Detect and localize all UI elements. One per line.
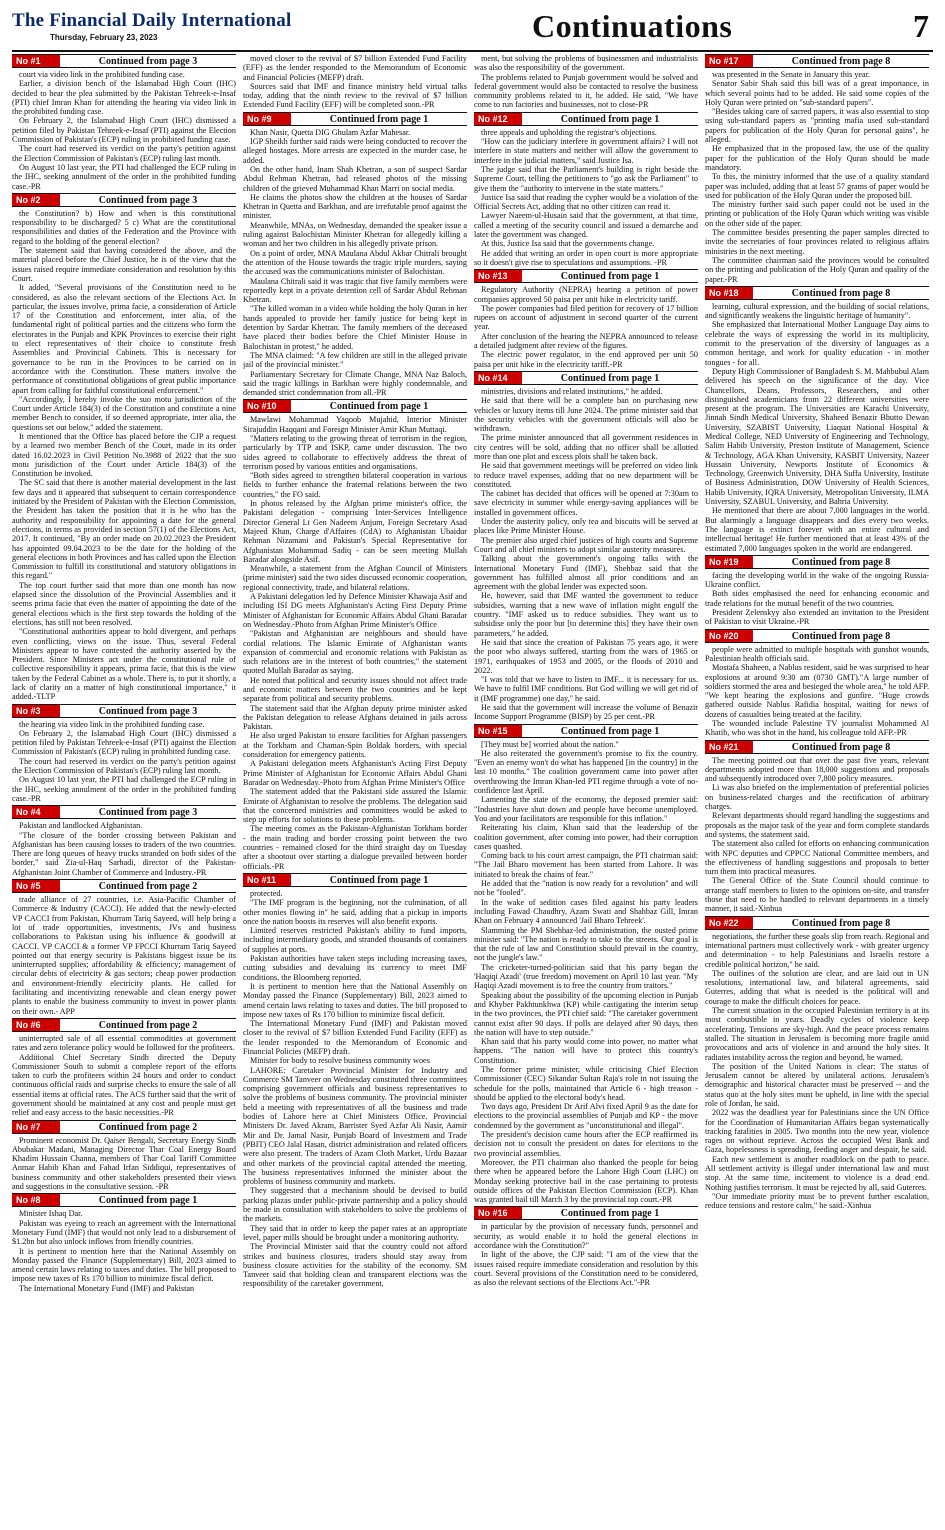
continued-from-heading: Continued from page 1 — [98, 1195, 198, 1207]
article-paragraph: The electric power regulator, in the end approved per unit 50 paisa per unit hike in the electricity tariff.-PR — [474, 350, 698, 369]
article-paragraph: The power companies had filed petition for recovery of 17 billion rupees on account of adjustment in second quarter of the current year. — [474, 303, 698, 332]
article-paragraph: The meeting comes as the Pakistan-Afghanistan Torkham border - the main trading and border crossing point between the two countries - remained closed for the third straight day on Tuesday after a shootout over starting a dialogue prevailed between border officials.-PR — [243, 824, 467, 871]
article-paragraph: On February 2, the Islamabad High Court (IHC) dismissed a petition filed by Pakistan Tehreek-e-Insaf (PTI) against the Election Commission of Pakistan's (ECP) ruling in prohibited funding case. — [12, 116, 236, 145]
continued-from-heading: Continued from page 1 — [560, 113, 660, 125]
article-paragraph: The court had reserved its verdict on the party's petition against the Election Commission of Pakistan's (ECP) ruling last month. — [12, 756, 236, 776]
article-paragraph: was presented in the Senate in January this year. — [712, 70, 871, 79]
article-paragraph: A Pakistani delegation meets Afghanistan's Acting First Deputy Prime Minister of Afghanistan for Economic Affairs Abdul Ghani Baradar on Wednesday.-Photo from Afghan Prime Minister's Office — [243, 759, 467, 787]
article-paragraph: He said that since the creation of Pakistan 75 years ago, it were the poor who always suffered, starting from the wars of 1965 or 1971, earthquakes of 1953 and 2005, or the floods of 2010 and 2022. — [474, 637, 698, 675]
article-paragraph: She emphasized that International Mother Language Day aims to celebrate the ways of expressing the world in its multiplicity, commit to the preservation of the diversity of languages as a common heritage, and work for quality education - in mother tongues - for all. — [705, 320, 929, 367]
article-paragraph: President Zelenskyy also extended an invitation to the President of Pakistan to visit Ukraine.-PR — [705, 608, 929, 627]
continued-article — [474, 269, 698, 369]
article-paragraph: The SC said that there is another material development in the last few days and it appeared that subsequent to certain correspondence initiated by the President of Pakistan with the Election Commission, the President has taken the position that it is he who has the authority and responsibility for appointing a date for the general elections, in terms as provided in section 57(1) of the Elections Act, 2017. It continued, "By an order made on 20.02.2023 the President has appointed 09.04.2023 to be the date for the holding of the general elections in both Provinces and has called upon the Election Commission to fulfill its constitutional and statutory obligations in this regard." — [12, 478, 236, 581]
article-paragraph: Mostafa Shaheen, a Nablus resident, said he was surprised to hear explosions at around 9:30 am (0730 GMT)."A large number of soldiers stormed the area and besieged the whole area," he told AFP. "We kept hearing the explosions and gunfire. "Huge crowds gathered outside Nablus Rafidia hospital, waiting for news of dozens of casualties being treated at the facility. — [705, 663, 929, 719]
article-paragraph: Coming back to his court arrest campaign, the PTI chairman said: "The Jail Bharo movement has been started from Lahore. It was initiated to break the chains of fear." — [474, 851, 698, 879]
article-number-tag: No #8 — [12, 1194, 60, 1206]
article-number-tag: No #5 — [12, 880, 60, 892]
continued-article — [12, 193, 236, 702]
section-title: Continuations — [532, 8, 733, 44]
article-paragraph: Each new settlement is another roadblock on the path to peace. All settlement activity is illegal under international law and must stop. At the same time, incitement to violence is a dead end. Nothing justifies terrorism. It must be rejected by all, said Guterres. — [705, 1154, 929, 1192]
article-paragraph: 2022 was the deadliest year for Palestinians since the UN Office for the Coordination of Humanitarian Affairs began systematically tracking fatalities in 2005. Two months into the new year, violence rages on without reprieve. Across the occupied West Bank and Gaza, hopelessness is spreading, feeding anger and despair, he said. — [705, 1108, 929, 1155]
article-paragraph: They suggested that a mechanism should be devised to build parking plazas under public-private partnership and a policy should be made in consultation with stakeholders to solve the problems of the markets. — [243, 1186, 467, 1224]
continued-article — [243, 54, 467, 110]
article-number-tag: No #20 — [705, 630, 753, 642]
continued-from-heading: Continued from page 2 — [98, 881, 198, 893]
article-paragraph: Li was also briefed on the implementation of preferential policies on business-related charges and the rectification of arbitrary charges. — [705, 783, 929, 812]
article-paragraph: court via video link in the prohibited funding case. — [19, 70, 185, 79]
article-paragraph: To this, the ministry informed that the use of a quality standard paper was included, adding that at least 57 grams of paper would be used for publication of the Holy Quran under the proposed bill. — [705, 172, 929, 200]
article-paragraph: In the wake of sedition cases filed against his party leaders including Fawad Chaudhry, Azam Swati and Shahbaz Gill, Imran Khan on February 4 announced 'Jail Bharo Tehreek'. — [474, 897, 698, 926]
article-number-tag: No #6 — [12, 1019, 60, 1031]
article-number-tag: No #16 — [474, 1207, 522, 1219]
article-header — [12, 193, 236, 207]
article-paragraph: The cricketer-turned-politician said that his party began the 'Haqiqi Azadi' (true freedom) movement on April 10 last year. "My Haqiqi Azadi movement is to free the country from traitors." — [474, 962, 698, 991]
article-paragraph: The premier also urged chief justices of high courts and Supreme Court and all chief ministers to adopt similar austerity measures. — [474, 535, 698, 554]
article-paragraph: Earlier, a division bench of the Islamabad High Court (IHC) decided to hear the plea submitted by the Pakistan Tehreek-e-Insaf (PTI) chief Imran Khan for attending the hearing via video link in the prohibited funding case. — [12, 79, 236, 117]
article-paragraph: The General Office of the State Council should continue to arrange staff members to listen to the opinions on-site, and transfer those that need to be handled to relevant departments in a timely manner, it said.-Xinhua — [705, 876, 929, 914]
article-paragraph: A Pakistani delegation led by Defence Minister Khawaja Asif and including ISI DG meets Afghanistan's Acting First Deputy Prime Minister of Afghanistan for Economic Affairs Abdul Ghani Baradar on Wednesday.-Photo from Afghan Prime Minister's Office — [243, 592, 467, 629]
continued-article — [474, 112, 698, 267]
article-paragraph: Pakistan was eyeing to reach an agreement with the International Monetary Fund (IMF) that would not only lead to a disbursement of $1.2bn but also unlock inflows from friendly countries. — [12, 1218, 236, 1247]
article-paragraph: "Our immediate priority must be to prevent further escalation, reduce tensions and restore calm," he said.-Xinhua — [705, 1191, 929, 1211]
continued-from-heading: Continued from page 3 — [98, 194, 198, 206]
continued-from-heading: Continued from page 8 — [791, 287, 891, 299]
article-paragraph: He said that there will be a complete ban on purchasing new vehicles or luxury items till June 2024. The prime minister said that the security vehicles with the government officials will also be withdrawn. — [474, 396, 698, 434]
article-paragraph: The statement said that the Afghan deputy prime minister asked the Pakistan delegation to release Afghans detained in jails across Pakistan. — [243, 703, 467, 732]
article-paragraph: "I was told that we have to listen to IMF... it is necessary for us. We have to fulfil IMF conditions. But God willing we will get rid of it (IMF programme) one day," he said. — [474, 675, 698, 703]
article-paragraph: He mentioned that there are about 7,000 languages in the world. But alarmingly a language disappears and dies every two weeks. The language is extinct forever with an entire cultural and intellectual heritage! He further mentioned that at least 43% of the estimated 7,000 languages spoken in the world are endangered. — [705, 506, 929, 553]
article-paragraph: The committee chairman said the provinces would be consulted on the printing and publication of the Holy Quran and quality of the paper.-PR — [705, 255, 929, 284]
article-paragraph: Justice Isa said that reading the cypher would be a violation of the Official Secrets Act, adding that no other citizen can read it. — [474, 192, 698, 212]
article-header — [12, 704, 236, 718]
article-paragraph: It mentioned that the Office has placed before the CJP a request by a learned two member Bench of the Court, made in its order dated 16.02.2023 in Civil Petition No.3988 of 2022 that the suo motu jurisdiction of the Court under Article 184(3) of the Constitution be invoked. — [12, 431, 236, 479]
article-paragraph: protected. — [250, 888, 283, 898]
article-paragraph: Khan Nasir, Quetta DIG Ghulam Azfar Mahesar. — [250, 127, 411, 137]
continued-from-heading: Continued from page 1 — [560, 372, 660, 384]
article-paragraph: The problems related to Punjab government would be solved and federal government would also be contacted to resolve the business community problems related to it, he added. He said, "We have come to run factories and businesses, not to close-PR — [474, 72, 698, 110]
article-paragraph: "Pakistan and Afghanistan are neighbours and should have cordial relations. The Islamic Emirate of Afghanistan wants expansion of commercial and economic relations with Pakistan as such relations are in the interest of both countries," the statement quoted Mullah Baradar as saying. — [243, 629, 467, 676]
article-paragraph: "Constitutional authorities appear to hold divergent, and perhaps even conflicting, views on the issue. Thus, several Federal Ministers appear to have contested the authority asserted by the President. Since Ministers act under the constitutional rule of collective responsibility it appears, prima facie, that this is the view taken by the Federal Cabinet as a whole. There is, to put it shortly, a lack of clarity on a matter of high constitutional importance," it added.-TLTP — [12, 627, 236, 702]
article-paragraph: At this, Justice Isa said that the governments change. — [481, 239, 655, 249]
continued-article — [12, 1120, 236, 1192]
continued-article — [705, 740, 929, 914]
column-2 — [243, 54, 467, 1524]
article-paragraph: the Constitution? b) How and when is this constitutional responsibility to be discharged? 5 c) What are the constitutional responsibilities and duties of the Federation and the Province with regard to the holding of the general election? — [12, 208, 236, 246]
article-header — [474, 112, 698, 126]
continued-article — [12, 704, 236, 804]
article-header — [705, 916, 929, 930]
article-paragraph: Deputy High Commissioner of Bangladesh S. M. Mahbubul Alam delivered his speech on the significance of the day. Vice Chancellors, Deans, Professors, Researchers, and other distinguished academicians from 22 different universities were present at the program. The Universities are Karachi University, Jinnah Sindh Medical University, Shaheed Benazir Bhutto Dewan University, SZABIST University, Liaquat National Hospital & Medical College, NED University of Engineering and Technology, Salim Habib University, Preston Institute of Management, Science & Technology, AGA Khan University, KASBIT University, Nazeer Hussain University, Newports Institute of Economics & Technology, Greenwich University, DHA Suffa University, Institute of Business Administration, DOW University of Health Sciences, Habib University, IQRA University, Metropolitan University, ILMA University, SZABUL University, and Bahria University. — [705, 366, 929, 507]
article-paragraph: three appeals and upholding the registrar's objections. — [481, 127, 657, 137]
article-header — [12, 805, 236, 819]
continued-from-heading: Continued from page 1 — [329, 874, 429, 886]
article-paragraph: "Matters relating to the growing threat of terrorism in the region, particularly by TTP and ISKP, came under discussion. The two sides agreed to collaborate to effectively address the threat of terrorism posed by various entities and organisations. — [243, 433, 467, 471]
continued-from-heading: Continued from page 1 — [560, 725, 660, 737]
article-paragraph: The judge said that the Parliament's building is right beside the Supreme Court, telling the petitioners to "go ask the Parliament" to give them the "authority to intervene in the state matters." — [474, 164, 698, 193]
article-paragraph: The outlines of the solution are clear, and are laid out in UN resolutions, international law, and bilateral agreements, said Guterres, adding that what is needed is the political will and courage to make the difficult choices for peace. — [705, 968, 929, 1006]
newspaper-name: The Financial Daily International — [12, 10, 292, 31]
column-3 — [474, 54, 698, 1524]
article-paragraph: facing the developing world in the wake of the ongoing Russia-Ukraine conflict. — [705, 570, 929, 590]
continued-article — [705, 916, 929, 1211]
article-number-tag: No #13 — [474, 270, 522, 282]
article-paragraph: He also urged Pakistan to ensure facilities for Afghan passengers at the Torkham and Chaman-Spin Boldak borders, with special consideration for emergency patients. — [243, 731, 467, 760]
article-paragraph: It is pertinent to mention here that the National Assembly on Monday passed the Finance (Supplementary) Bill, 2023 aimed to amend certain laws relating to taxes and duties. The bill proposed to impose new taxes of Rs 170 billion to minimize fiscal deficit. — [243, 981, 467, 1019]
article-paragraph: The International Monetary Fund (IMF) and Pakistan — [19, 1283, 195, 1293]
article-paragraph: Meanwhile, a statement from the Afghan Council of Ministers (prime minister) said the two sides discussed economic cooperation, regional connectivity, trade, and bilateral relations. — [243, 564, 467, 592]
article-paragraph: Two days ago, President Dr Arif Alvi fixed April 9 as the date for elections to the provincial assemblies of Punjab and KP - the move condemned by the government as "unconstitutional and illegal". — [474, 1102, 698, 1130]
article-paragraph: On the other hand, Inam Shah Khetran, a son of suspect Sardar Abdul Rehman Khetran, had released photos of the missing children of the grieved Muhammad Khan Marri on social media. — [243, 164, 467, 193]
continued-from-heading: Continued from page 2 — [98, 1121, 198, 1133]
continued-from-heading: Continued from page 2 — [98, 1019, 198, 1031]
continued-article — [705, 286, 929, 553]
article-paragraph: moved closer to the revival of $7 billion Extended Fund Facility (EFF) as the lender responded to the Memorandum of Economic and Financial Policies (MEFP) draft. — [243, 54, 467, 82]
article-paragraph: uninterrupted sale of all essential commodities at government rates and zero tolerance policy would be followed for the profiteers. — [12, 1033, 236, 1053]
column-1 — [12, 54, 236, 1524]
article-paragraph: They said that in order to keep the paper rates at an appropriate level, paper mills should be brought under a monitoring authority. — [243, 1223, 467, 1242]
continued-article — [474, 54, 698, 110]
continued-from-heading: Continued from page 1 — [329, 401, 429, 413]
continued-article — [12, 1018, 236, 1118]
continued-article — [705, 54, 929, 284]
article-paragraph: Senator Sabir Shah said this bill was of a great importance, in which several points had to be added. He said some copies of the Holy Quran were printed on "sub-standard papers". — [705, 79, 929, 107]
article-number-tag: No #2 — [12, 194, 60, 206]
article-paragraph: Pakistan and landlocked Afghanistan. — [19, 821, 143, 831]
article-header — [243, 873, 467, 887]
article-paragraph: The Provincial Minister said that the country could not afford strikes and business closures, traders should stay away from business closure activities for the stability of the economy. SM Tanveer said that holding clean and transparent elections was the responsibility of the caretaker government, — [243, 1242, 467, 1289]
publication-date: Thursday, February 23, 2023 — [50, 33, 158, 42]
article-paragraph: He, however, said that IMF wanted the government to reduce subsidies, warning that a new wave of inflation might engulf the country. "IMF asked us to reduce subsidies. They want us to subsidise only the poor but [to determine this] they have their own parameters," he added. — [474, 591, 698, 638]
article-paragraph: The current situation in the occupied Palestinian territory is at its most combustible in years. Deadly cycles of violence keep accelerating. Tensions are sky-high. And the peace process remains stalled. The situation in Jerusalem is becoming more fragile amid provocations and acts of violence in and around the holy sites. It radiates instability across the region and beyond, he warned. — [705, 1006, 929, 1062]
article-paragraph: in particular by the provision of necessary funds, personnel and security, as would enable it to hold the general elections in accordance with the Constitution?" — [474, 1222, 698, 1251]
article-paragraph: He emphasized that in the proposed law, the use of the quality paper for the publication of the Holy Quran should be made mandatory. — [705, 144, 929, 172]
column-4 — [705, 54, 929, 1524]
article-paragraph: The statement added that the Pakistani side assured the Islamic Emirate of Afghanistan to resolve the problems. The delegation said that the concerned ministries and committees would be asked to step up efforts for solutions to these problems. — [243, 787, 467, 825]
continued-from-heading: Continued from page 8 — [791, 741, 891, 753]
article-paragraph: Lamenting the state of the economy, the deposed premier said: "Industries have shut down and people have become unemployed. You and your facilitators are responsible for this inflation." — [474, 795, 698, 823]
article-paragraph: On February 2, the Islamabad High Court (IHC) dismissed a petition filed by Pakistan Tehreek-e-Insaf (PTI) against the Election Commission of Pakistan's (ECP) ruling in prohibited funding case. — [12, 728, 236, 757]
article-paragraph: negotiations, the further these goals slip from reach. Regional and international partners must collectively work - with greater urgency and determination - to help Palestinians and Israelis restore a credible political horizon," he said. — [705, 931, 929, 969]
article-paragraph: Regulatory Authority (NEPRA) hearing a petition of power companies approved 50 paisa per unit hike in electricity tariff. — [474, 285, 698, 304]
article-paragraph: Minister for body to resolve business community woes — [250, 1056, 430, 1066]
article-number-tag: No #1 — [12, 55, 60, 67]
continued-article — [12, 879, 236, 1016]
continued-from-heading: Continued from page 1 — [329, 113, 429, 125]
article-paragraph: LAHORE: Caretaker Provincial Minister for Industry and Commerce SM Tanveer on Wednesday constituted three committees comprising government officials and business representatives to solve the problems of business community. The provincial minister held a meeting with representatives of all the business and trade bodies of Lahore here at Chief Ministers Office. Provincial Ministers Dr. Javed Akram, Barrister Syed Azfar Ali Nasir, Aamir Mir and Dr. Jamal Nasir, Punjab Board of Investment and Trade (PBIT) CEO Jalal Hasan, district administration and related officers were also present. The traders of Azam Cloth Market, Urdu Bazaar and other markets of the provincial capital attended the meeting. The business representatives informed the minister about the problems of business community and markets. — [243, 1065, 467, 1187]
article-paragraph: Relevant departments should regard handling the suggestions and proposals as the major task of the year and form complete standards and systems, the statement said. — [705, 811, 929, 839]
article-number-tag: No #3 — [12, 705, 60, 717]
article-paragraph: Additional Chief Secretary Sindh directed the Deputy Commissioner South to submit a complete report of the efforts taken to curb the profiteers within 24 hours and order to conduct continuous official raids and surprise checks to ensure the sale of all essential items at official rates. The ACS further said that the writ of government should be maintained at any cost and people must get relief and easy access to the basic necessities.-PR — [12, 1052, 236, 1118]
article-paragraph: Limited reserves restricted Pakistan's ability to fund imports, including intermediary goods, and stranded thousands of containers of supplies at ports. — [243, 926, 467, 954]
article-header — [474, 724, 698, 738]
article-paragraph: Sources said that IMF and finance ministry held virtual talks today, adding that the ninth review to the revival of $7 billion Extended Fund Facility (EFF) will be completed soon.-PR — [243, 81, 467, 110]
continued-from-heading: Continued from page 8 — [791, 56, 891, 67]
article-number-tag: No #15 — [474, 725, 522, 737]
article-paragraph: "The IMF program is the beginning, not the culmination, of all other monies flowing in" he said, adding that a pickup in imports once the nation boosts its reserves will also benefit exports. — [243, 898, 467, 926]
continued-from-heading: Continued from page 8 — [791, 917, 891, 929]
article-paragraph: Maulana Chitrali said it was tragic that five family members were reportedly kept in a private detention cell of Sardar Abdul Rehman Khetran. — [243, 276, 467, 305]
article-paragraph: Lawyer Naeem-ul-Husain said that the government, at that time, called a meeting of the security council and issued a demarche and later the government was changed. — [474, 211, 698, 240]
article-number-tag: No #9 — [243, 113, 291, 125]
article-paragraph: Reiterating his claim, Khan said that the leadership of the coalition government, after coming into power, had their corruption cases quashed. — [474, 823, 698, 851]
article-paragraph: Speaking about the possibility of the upcoming election in Punjab and Khyber Pakhtunkhwa (KP) while castigating the interim setup in the two provinces, the PTI chief said: "The caretaker government cannot exist after 90 days. If polls are delayed after 90 days, then the nation will have to step outside." — [474, 990, 698, 1037]
article-paragraph: Talking about the government's ongoing talks with the International Monetary Fund (IMF), Shehbaz said that the government has fulfilled almost all prior conditions and an agreement with the global lender was expected soon. — [474, 554, 698, 592]
article-paragraph: The committee besides presenting the paper samples directed to invite the secretaries of four provinces related to religious affairs ministries in the next meeting. — [705, 228, 929, 256]
article-paragraph: After conclusion of the hearing the NEPRA announced to release a detailed judgment after review of the figures. — [474, 331, 698, 351]
article-paragraph: The statement said that having considered the above, and the material placed before the Chief Justice, he is of the view that the issues raised require immediate consideration and resolution by this Court. — [12, 246, 236, 283]
page-number: 7 — [913, 8, 929, 44]
continued-article — [474, 724, 698, 1205]
article-number-tag: No #12 — [474, 113, 522, 125]
article-header — [12, 1018, 236, 1032]
article-header — [474, 371, 698, 385]
article-paragraph: ministries, divisions and related institutions," he added. — [481, 386, 663, 396]
article-number-tag: No #19 — [705, 556, 753, 568]
article-paragraph: The ministry further said such paper could not be used in the printing or publication of the Holy Quran which writing was visible on the other side of the paper. — [705, 200, 929, 228]
article-paragraph: "The killed woman in a video while holding the holy Quran in her hands appealed to provide her family justice for being kept in detention by Sardar Khetran. The family members of the deceased have placed their bodies before the Chief Minister House in Balochistan in protest," he added. — [243, 304, 467, 351]
article-header — [243, 399, 467, 413]
article-columns — [12, 54, 933, 1524]
article-paragraph: He noted that political and security issues should not affect trade and economic matters between the two countries and be kept separate from political and security problems. — [243, 675, 467, 704]
article-paragraph: The top court further said that more than one month has now elapsed since the dissolution of the Provincial Assemblies and it seems prima facie that even the matter of appointing the date of the general elections which is the first step towards the holding of the elections, has still not been resolved. — [12, 580, 236, 627]
continued-article — [705, 555, 929, 627]
article-paragraph: The meeting pointed out that over the past five years, relevant departments adopted more than 18,000 suggestions and proposals and subsequently introduced over 7,800 policy measures. — [705, 755, 929, 784]
continued-from-heading: Continued from page 3 — [98, 56, 198, 67]
article-paragraph: the hearing via video link in the prohibited funding case. — [19, 719, 205, 729]
article-paragraph: Khan said that his party would come into power, no matter what happens. "The nation will have to protect this country's Constitution. — [474, 1037, 698, 1065]
article-paragraph: Mawlawi Mohammad Yaqoob Mujahid, Interior Minister Sirajuddin Haqqani and Foreign Minister Amir Khan Muttaqi. — [243, 415, 467, 434]
continued-article — [243, 112, 467, 398]
article-paragraph: On a point of order, MNA Maulana Abdul Akbar Chitrali brought the attention of the House towards the tragic triple murders, saying the accused was the communications minister of Balochistan. — [243, 248, 467, 277]
article-paragraph: Moreover, the PTI chairman also thanked the people for being there when he appeared before the Lahore High Court (LHC) on Monday seeking protective bail in the case pertaining to protests outside offices of the Pakistan Election Commission (ECP). Khan was granted bail till March 3 by the provincial top court.-PR — [474, 1157, 698, 1205]
continued-from-heading: Continued from page 8 — [791, 556, 891, 568]
article-paragraph: The court had reserved its verdict on the party's petition against the Election Commission of Pakistan's (ECP) ruling last month. — [12, 144, 236, 163]
article-paragraph: He said that government meetings will be preferred on video link to reduce travel expenses, adding that no new department will be constituted. — [474, 461, 698, 489]
article-paragraph: "The closure of the border crossing between Pakistan and Afghanistan has been causing losses to traders of the two countries. There are long queues of heavy trucks stranded on both sides of the border," said Zia-ul-Haq Sarhadi, director of the Pakistan-Afghanistan Joint Chamber of Commerce and Industry.-PR — [12, 830, 236, 877]
article-header — [705, 286, 929, 300]
continued-article — [243, 399, 467, 871]
article-header — [474, 269, 698, 283]
article-number-tag: No #10 — [243, 400, 291, 412]
article-paragraph: Slamming the PM Shehbaz-led administration, the ousted prime minister said: "The nation is ready to take to the streets. Our goal is that the rule of law and Constitution should prevail in the country, not the jungle's law." — [474, 925, 698, 963]
article-header — [705, 555, 929, 569]
continued-article — [12, 54, 236, 191]
article-paragraph: "Besides taking care of sacred papers, it was also essential to stop using sub-standard papers as "printing mafia used sub-standard papers for publication of the Holy Quran for personal gains", he alleged. — [705, 107, 929, 145]
article-number-tag: No #18 — [705, 287, 753, 299]
article-paragraph: Pakistan authorities have taken steps including increasing taxes, cutting subsidies and devaluing its currency to meet IMF conditions, the Bloomberg reported. — [243, 954, 467, 982]
article-paragraph: learning, cultural expression, and the building of social relations, and significantly weakens the linguistic heritage of humanity". — [705, 301, 929, 321]
article-paragraph: In light of the above, the CJP said: "I am of the view that the issues raised require immediate consideration and resolution by this court. Several provisions of the Constitution need to be considered, as also the relevant sections of the Elections Act."-PR — [474, 1250, 698, 1288]
continued-from-heading: Continued from page 1 — [560, 271, 660, 283]
article-paragraph: [They must be] worried about the nation." — [481, 739, 619, 749]
article-paragraph: On August 10 last year, the PTI had challenged the ECP ruling in the IHC, seeking annulment of the order in the prohibited funding case.-PR — [12, 775, 236, 803]
article-number-tag: No #22 — [705, 917, 753, 929]
article-paragraph: He also reiterated the government's promise to fix the country. "Even an enemy won't do what has happened [in the country] in the last 10 months." The coalition government came into power after overthrowing the Imran Khan-led PTI regime through a vote of no-confidence last April. — [474, 748, 698, 796]
article-paragraph: The cabinet has decided that offices will be opened at 7:30am to save electricity in summer while energy-saving appliances will be installed in government offices. — [474, 489, 698, 517]
article-paragraph: The position of the United Nations is clear: The status of Jerusalem cannot be altered by unilateral actions. Jerusalem's demographic and historical character must be preserved -- and the status quo at the holy sites must be upheld, in line with the special role of Jordan, he said. — [705, 1061, 929, 1108]
article-paragraph: On August 10 last year, the PTI had challenged the ECP ruling in the IHC, seeking annulment of the order in the prohibited funding case.-PR — [12, 162, 236, 191]
article-header — [705, 740, 929, 754]
continued-from-heading: Continued from page 1 — [560, 1208, 660, 1220]
article-number-tag: No #17 — [705, 55, 753, 67]
article-paragraph: Meanwhile, MNAs, on Wednesday, demanded the speaker issue a ruling against Balochistan Minister Khetran for allegedly killing a woman and her two children in his allegedly private prison. — [243, 220, 467, 249]
article-paragraph: In photos released by the Afghan prime minister's office, the Pakistani delegation - comprising Inter-Services Intelligence Director General Lt Gen Nadeem Anjum, Foreign Secretary Asad Majeed Khan, Charge d'Affaires (CdA) to Afghanistan Ubaidur Rehman Nizamani and Pakistan's Special Representative for Afghanistan Mohammad Sadiq - can be seen meeting Mullah Baradar alongside Asif. — [243, 499, 467, 564]
continued-from-heading: Continued from page 3 — [98, 807, 198, 819]
article-paragraph: The former prime minister, while criticising Chief Election Commissioner (CEC) Sikandar Sultan Raja's role in not issuing the schedule for the polls, maintained that Article 6 - high treason - should be applied to the electoral body's head. — [474, 1064, 698, 1102]
article-paragraph: people were admitted to multiple hospitals with gunshot wounds, Palestinian health officials said. — [705, 644, 929, 663]
article-paragraph: The president's decision came hours after the ECP reaffirmed its decision not to consult the president on dates for elections to the two provincial assemblies. — [474, 1130, 698, 1158]
article-header — [705, 629, 929, 643]
article-paragraph: The International Monetary Fund (IMF) and Pakistan moved closer to the revival of $7 billion Extended Fund Facility (EFF) as the lender responded to the Memorandum of Economic and Financial Policies (MEFP) draft. — [243, 1019, 467, 1056]
article-paragraph: The MNA claimed: "A few children are still in the alleged private jail of the provincial minister." — [243, 350, 467, 370]
continued-article — [705, 629, 929, 738]
continued-from-heading: Continued from page 8 — [791, 630, 891, 642]
article-paragraph: He added that the "nation is now ready for a revolution" and will not be "fooled". — [474, 879, 698, 898]
article-paragraph: The wounded include Palestine TV journalist Mohammed Al Khatib, who was shot in the hand, his colleague told AFP.-PR — [705, 719, 929, 738]
continued-article — [474, 1206, 698, 1287]
article-header — [705, 54, 929, 68]
article-paragraph: Minister Ishaq Dar. — [19, 1209, 83, 1219]
article-header — [12, 54, 236, 68]
continued-from-heading: Continued from page 3 — [98, 705, 198, 717]
article-header — [12, 1120, 236, 1134]
article-header — [12, 1193, 236, 1207]
article-paragraph: Under the austerity policy, only tea and biscuits will be served at places like Prime Minister House. — [474, 517, 698, 536]
article-paragraph: IGP Sheikh further said raids were being conducted to recover the alleged hostages. More arrests are expected in the murder case, he added. — [243, 137, 467, 165]
article-paragraph: ment, but solving the problems of businessmen and industrialists was also the responsibility of the government. — [474, 54, 698, 73]
article-number-tag: No #21 — [705, 741, 753, 753]
masthead — [12, 6, 933, 52]
article-header — [12, 879, 236, 893]
article-paragraph: The statement also called for efforts on enhancing communication with NPC deputies and CPPCC National Committee members, and the effectiveness of handling suggestions and proposals to better turn them into practical measures. — [705, 839, 929, 877]
article-paragraph: Prominent economist Dr. Qaiser Bengali, Secretary Energy Sindh Abubakar Madani, Managing Director Thar Coal Energy Board Khadim Hussain Channa, members of Thar Coal Tariff Committee Anmar Habib Khan and Fahad Irfan Siddiqui, representatives of business community and other stakeholders presented their views and suggestions in the consultative session. -PR — [12, 1135, 236, 1192]
article-paragraph: He said that the government will increase the volume of Benazir Income Support Programme (BISP) by 25 per cent.-PR — [474, 703, 698, 722]
article-paragraph: He added that writing an order in open court is more appropriate so it doesn't give rise to speculations and assumptions. -PR — [474, 248, 698, 267]
article-number-tag: No #11 — [243, 874, 291, 886]
article-paragraph: It added, "Several provisions of the Constitution need to be considered, as also the relevant sections of the Elections Act. In particular, the issues involve, prima facie, a consideration of Article 17 of the Constitution and enforcement, inter alia, of the fundamental right of political parties and the citizens who form the electorates in the Punjab and KPK Provinces to exercise their right to elect representatives of their choice to constitute fresh Assemblies and Provincial Cabinets. This is necessary for governance to be run in the Provinces to be carried on in accordance with the Constitution. These matters involve the performance of constitutional obligations of great public importance apart from calling for faithful constitutional enforcement." — [12, 283, 236, 395]
article-paragraph: "Accordingly, I hereby invoke the suo motu jurisdiction of the Court under Article 184(3) of the Constitution and constitute a nine member Bench to consider, if so deemed appropriate, inter alia, the questions set out below," added the statement. — [12, 394, 236, 432]
article-paragraph: He claims the photos show the children at the houses of Sardar Khetran in Quetta and Barkhan, and are irrefutable proof against the minister. — [243, 192, 467, 221]
article-paragraph: Both sides emphasised the need for enhancing economic and trade relations for the mutual benefit of the two countries. — [705, 589, 929, 608]
article-paragraph: "How can the judiciary interfere in government affairs? I will not interfere in state matters and neither will allow the government to interfere in the judicial matters," said Justice Isa. — [474, 137, 698, 165]
continued-article — [243, 873, 467, 1289]
continued-article — [12, 1193, 236, 1293]
article-number-tag: No #14 — [474, 372, 522, 384]
article-paragraph: The prime minister announced that all government residences in city centres will be sold, adding that no officer shall be allotted more than one plot and excess plots shall be taken back. — [474, 433, 698, 461]
article-header — [243, 112, 467, 126]
article-paragraph: trade alliance of 27 countries, i.e. Asia-Pacific Chamber of Commerce & Industry (CACCI). He added that the newly-elected VP CACCI from Pakistan, Khurram Tariq Sayeed, will help bring a lot of trade opportunities, investments, JVs and business collaborations to Pakistan using his influence & goodwill at CACCI. VP CACCI & a former VP FPCCI Khurram Tariq Sayeed pointed out that energy security is Pakistans biggest issue be its uninterrupted supplies; affordability & efficiency; management of circular debts of electricity & gas sectors; cheap power production and environment-friendly electricity plants. He called for facilitating and incentivizing renewable and clean energy power plants to enable the business community to invest in power plants on their own.- APP — [12, 895, 236, 1016]
continued-article — [474, 371, 698, 722]
article-paragraph: It is pertinent to mention here that the National Assembly on Monday passed the Finance (Supplementary) Bill, 2023 aimed to amend certain laws relating to taxes and duties. The bill proposed to impose new taxes of Rs 170 billion to minimize fiscal deficit. — [12, 1246, 236, 1284]
article-paragraph: Parliamentary Secretary for Climate Change, MNA Naz Baloch, said the tragic killings in Barkhan were highly condemnable, and demanded strict condemnation from all.-PR — [243, 369, 467, 398]
article-paragraph: "Both sides agreed to strengthen bilateral cooperation in various fields to further enhance the fraternal relations between the two countries," the FO said. — [243, 471, 467, 499]
article-number-tag: No #7 — [12, 1121, 60, 1133]
article-header — [474, 1206, 698, 1220]
article-number-tag: No #4 — [12, 806, 60, 818]
continued-article — [12, 805, 236, 877]
